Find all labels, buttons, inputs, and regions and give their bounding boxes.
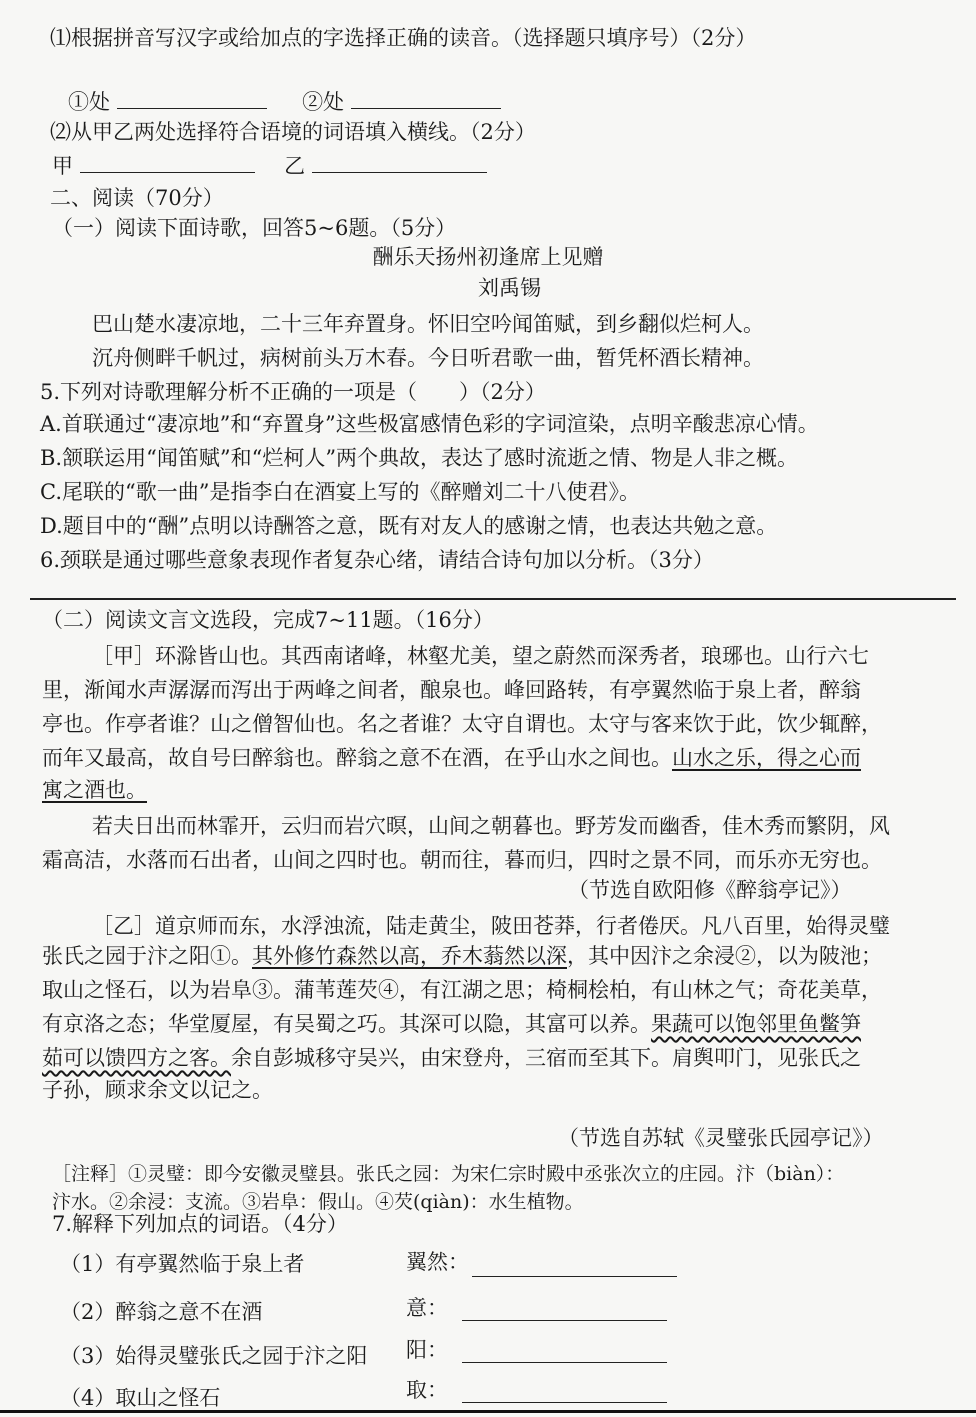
yi-line-6: 子孙，顾求余文以记之。 — [42, 1078, 273, 1102]
q7-item-1: （1）有亭翼然临于泉上者 — [60, 1252, 305, 1276]
jia-line-4 — [42, 744, 861, 772]
q7-word-2: 意： — [406, 1296, 448, 1320]
q1-blank1[interactable] — [117, 88, 267, 109]
jia-line-5 — [42, 776, 147, 804]
yi-underlined-sentence: 其外修竹森然以高，乔木蓊然以深 — [252, 944, 567, 968]
q2-jia-label: 甲 — [52, 154, 73, 178]
poem-line-1: 巴山楚水凄凉地，二十三年弃置身。怀旧空吟闻笛赋，到乡翻似烂柯人。 — [92, 312, 764, 336]
part2-heading: （二）阅读文言文选段，完成7~11题。（16分） — [42, 608, 494, 632]
poem-title: 酬乐天扬州初逢席上见赠 — [372, 245, 604, 269]
q2-answer-row — [52, 152, 487, 180]
q5-option-c: C.尾联的“歌一曲”是指李白在酒宴上写的《醉赠刘二十八使君》。 — [40, 480, 640, 504]
q7-word-3: 阳： — [406, 1338, 448, 1362]
q7-answer-1[interactable] — [472, 1274, 677, 1277]
q7-answer-2[interactable] — [462, 1318, 667, 1321]
notes-line-2: 汴水。②余浸：支流。③岩阜：假山。④芡(qiàn)：水生植物。 — [52, 1191, 584, 1213]
q7-answer-4[interactable] — [462, 1400, 667, 1403]
section-divider — [30, 598, 956, 600]
q1-answer-row — [68, 88, 501, 116]
yi-line-4-a: 有京洛之态；华堂厦屋，有吴蜀之巧。其深可以隐，其富可以养。 — [42, 1012, 651, 1036]
yi-line-2-b: ，其中因汴之余浸②，以为陂池； — [567, 944, 882, 968]
part1-heading: （一）阅读下面诗歌，回答5~6题。（5分） — [52, 216, 457, 240]
q6-stem: 6.颈联是通过哪些意象表现作者复杂心绪，请结合诗句加以分析。（3分） — [40, 548, 714, 572]
poem-line-2: 沉舟侧畔千帆过，病树前头万木春。今日听君歌一曲，暂凭杯酒长精神。 — [92, 346, 764, 370]
q1-blank1-label: ①处 — [68, 90, 110, 114]
q5-option-b: B.颔联运用“闻笛赋”和“烂柯人”两个典故，表达了感时流逝之情、物是人非之概。 — [40, 446, 799, 470]
q5-option-d: D.题目中的“酬”点明以诗酬答之意，既有对友人的感谢之情，也表达共勉之意。 — [40, 514, 778, 538]
q1-instruction: ⑴根据拼音写汉字或给加点的字选择正确的读音。（选择题只填序号）（2分） — [50, 26, 757, 50]
yi-line-5-b: 余自彭城移守吴兴，由宋登舟，三宿而至其下。肩舆叩门，见张氏之 — [231, 1046, 861, 1070]
q5-stem: 5.下列对诗歌理解分析不正确的一项是（ ）（2分） — [40, 380, 546, 404]
yi-line-2 — [42, 942, 882, 970]
poem-author: 刘禹锡 — [478, 276, 541, 300]
q7-item-4: （4）取山之怪石 — [60, 1386, 221, 1410]
yi-line-5 — [42, 1044, 861, 1072]
yi-line-3: 取山之怪石，以为岩阜③。蒲苇莲芡④，有江湖之思；椅桐桧柏，有山林之气；奇花美草， — [42, 978, 882, 1002]
q1-blank2-label: ②处 — [302, 90, 345, 114]
q7-item-3: （3）始得灵璧张氏之园于汴之阳 — [60, 1344, 368, 1368]
yi-line-4 — [42, 1010, 861, 1038]
page-bottom-rule — [0, 1410, 976, 1413]
yi-line-2-a: 张氏之园于汴之阳①。 — [42, 944, 252, 968]
yi-wavy-sentence: 果蔬可以饱邻里鱼鳖笋 — [651, 1012, 861, 1036]
q5-option-a: A.首联通过“凄凉地”和“弃置身”这些极富感情色彩的字词渲染，点明辛酸悲凉心情。 — [40, 412, 819, 436]
q2-instruction: ⑵从甲乙两处选择符合语境的词语填入横线。（2分） — [50, 120, 536, 144]
notes-line-1: ［注释］①灵璧：即今安徽灵璧县。张氏之园：为宋仁宗时殿中丞张次立的庄园。汴（biàn）： — [52, 1163, 845, 1185]
jia-line-4-plain: 而年又最高，故自号曰醉翁也。醉翁之意不在酒，在乎山水之间也。 — [42, 746, 672, 770]
q7-item-2: （2）醉翁之意不在酒 — [60, 1300, 263, 1324]
q7-word-4: 取： — [406, 1378, 448, 1402]
jia-underlined-sentence: 山水之乐，得之心而 — [672, 746, 861, 770]
q7-title: 7.解释下列加点的词语。（4分） — [52, 1212, 348, 1236]
q2-yi-label: 乙 — [284, 154, 306, 178]
jia-line-2: 里，渐闻水声潺潺而泻出于两峰之间者，酿泉也。峰回路转，有亭翼然临于泉上者，醉翁 — [42, 678, 861, 702]
yi-wavy-sentence-end: 茹可以馈四方之客。 — [42, 1046, 231, 1070]
yi-source: （节选自苏轼《灵璧张氏园亭记》） — [558, 1126, 884, 1150]
jia-para2-line-2: 霜高洁，水落而石出者，山间之四时也。朝而往，暮而归，四时之景不同，而乐亦无穷也。 — [42, 848, 882, 872]
jia-source: （节选自欧阳修《醉翁亭记》） — [568, 878, 852, 902]
q7-word-1: 翼然： — [406, 1250, 469, 1274]
q2-yi-blank[interactable] — [312, 152, 487, 173]
jia-line-3: 亭也。作亭者谁？山之僧智仙也。名之者谁？太守自谓也。太守与客来饮于此，饮少辄醉， — [42, 712, 882, 736]
jia-para2-line-1: 若夫日出而林霏开，云归而岩穴暝，山间之朝暮也。野芳发而幽香，佳木秀而繁阴，风 — [92, 814, 890, 838]
q2-jia-blank[interactable] — [80, 152, 255, 173]
jia-underlined-sentence-end: 寓之酒也。 — [42, 778, 147, 802]
q7-answer-3[interactable] — [462, 1360, 667, 1363]
section2-title: 二、阅读（70分） — [50, 186, 224, 210]
q1-blank2[interactable] — [351, 88, 501, 109]
jia-line-1: ［甲］环滁皆山也。其西南诸峰，林壑尤美，望之蔚然而深秀者，琅琊也。山行六七 — [92, 644, 869, 668]
yi-line-1: ［乙］道京师而东，水浮浊流，陆走黄尘，陂田苍莽，行者倦厌。凡八百里，始得灵璧 — [92, 914, 890, 938]
